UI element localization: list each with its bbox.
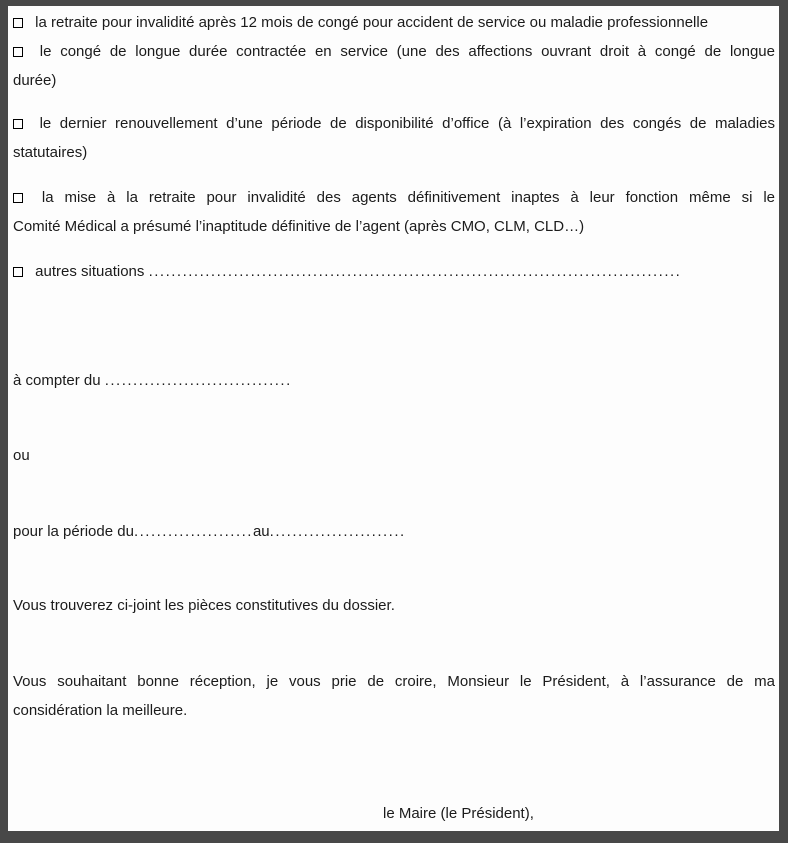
dotted-fill-line: .............................................................................................. [148, 263, 682, 280]
dotted-fill-line: ..................... [133, 523, 253, 540]
checkbox-icon [13, 18, 23, 28]
checkbox-item-autres-situations [13, 257, 775, 286]
closing-paragraph [13, 667, 775, 725]
checkbox-item-retraite-invalidite [13, 8, 775, 37]
dotted-fill-line: ................................. [104, 372, 292, 389]
closing-line [13, 667, 775, 696]
checkbox-item-line [13, 138, 775, 167]
period-to-label: au [252, 523, 270, 540]
checkbox-item-line [13, 183, 775, 212]
checkbox-item-label: la mise à la retraite pour invalidité des agents définitivement inaptes à leur fonction même si le [41, 189, 775, 206]
effective-date-line [13, 366, 775, 395]
dotted-fill-line: ........................ [269, 523, 406, 540]
checkbox-item-label-cont: durée) [13, 72, 57, 89]
document-page [8, 6, 779, 831]
checkbox-item-label: le congé de longue durée contractée en service (une des affections ouvrant droit à congé de longue [39, 43, 775, 60]
checkbox-item-conge-longue-duree [13, 37, 775, 95]
checkbox-item-mise-retraite-inaptes [13, 183, 775, 241]
checkbox-icon [13, 267, 23, 277]
signature-line [13, 801, 775, 826]
checkbox-item-label-cont: statutaires) [13, 144, 88, 161]
or-line [13, 441, 775, 470]
or-label: ou [13, 447, 30, 464]
checkbox-item-label-cont: Comité Médical a présumé l’inaptitude définitive de l’agent (après CMO, CLM, CLD…) [13, 218, 585, 235]
closing-text-cont: considération la meilleure. [13, 702, 188, 719]
checkbox-icon [13, 193, 23, 203]
checkbox-icon [13, 119, 23, 129]
checkbox-item-label: le dernier renouvellement d’une période de disponibilité d’office (à l’expiration des congés de maladies [39, 115, 776, 132]
checkbox-item-line [13, 109, 775, 138]
attachments-line [13, 591, 775, 620]
checkbox-item-label: la retraite pour invalidité après 12 mois de congé pour accident de service ou maladie professionnelle [35, 14, 709, 31]
checkbox-item-line [13, 212, 775, 241]
checkbox-item-line [13, 37, 775, 66]
effective-date-label: à compter du [13, 372, 105, 389]
checkbox-icon [13, 47, 23, 57]
period-label: pour la période du [13, 523, 134, 540]
period-line [13, 517, 775, 546]
closing-text: Vous souhaitant bonne réception, je vous prie de croire, Monsieur le Président, à l’assurance de ma [13, 673, 775, 690]
checkbox-item-label: autres situations [35, 263, 149, 280]
closing-line [13, 696, 775, 725]
checkbox-item-line [13, 66, 775, 95]
checkbox-item-disponibilite-office [13, 109, 775, 167]
attachments-text: Vous trouverez ci-joint les pièces constitutives du dossier. [13, 597, 395, 614]
signature-label: le Maire (le Président), [383, 805, 534, 822]
